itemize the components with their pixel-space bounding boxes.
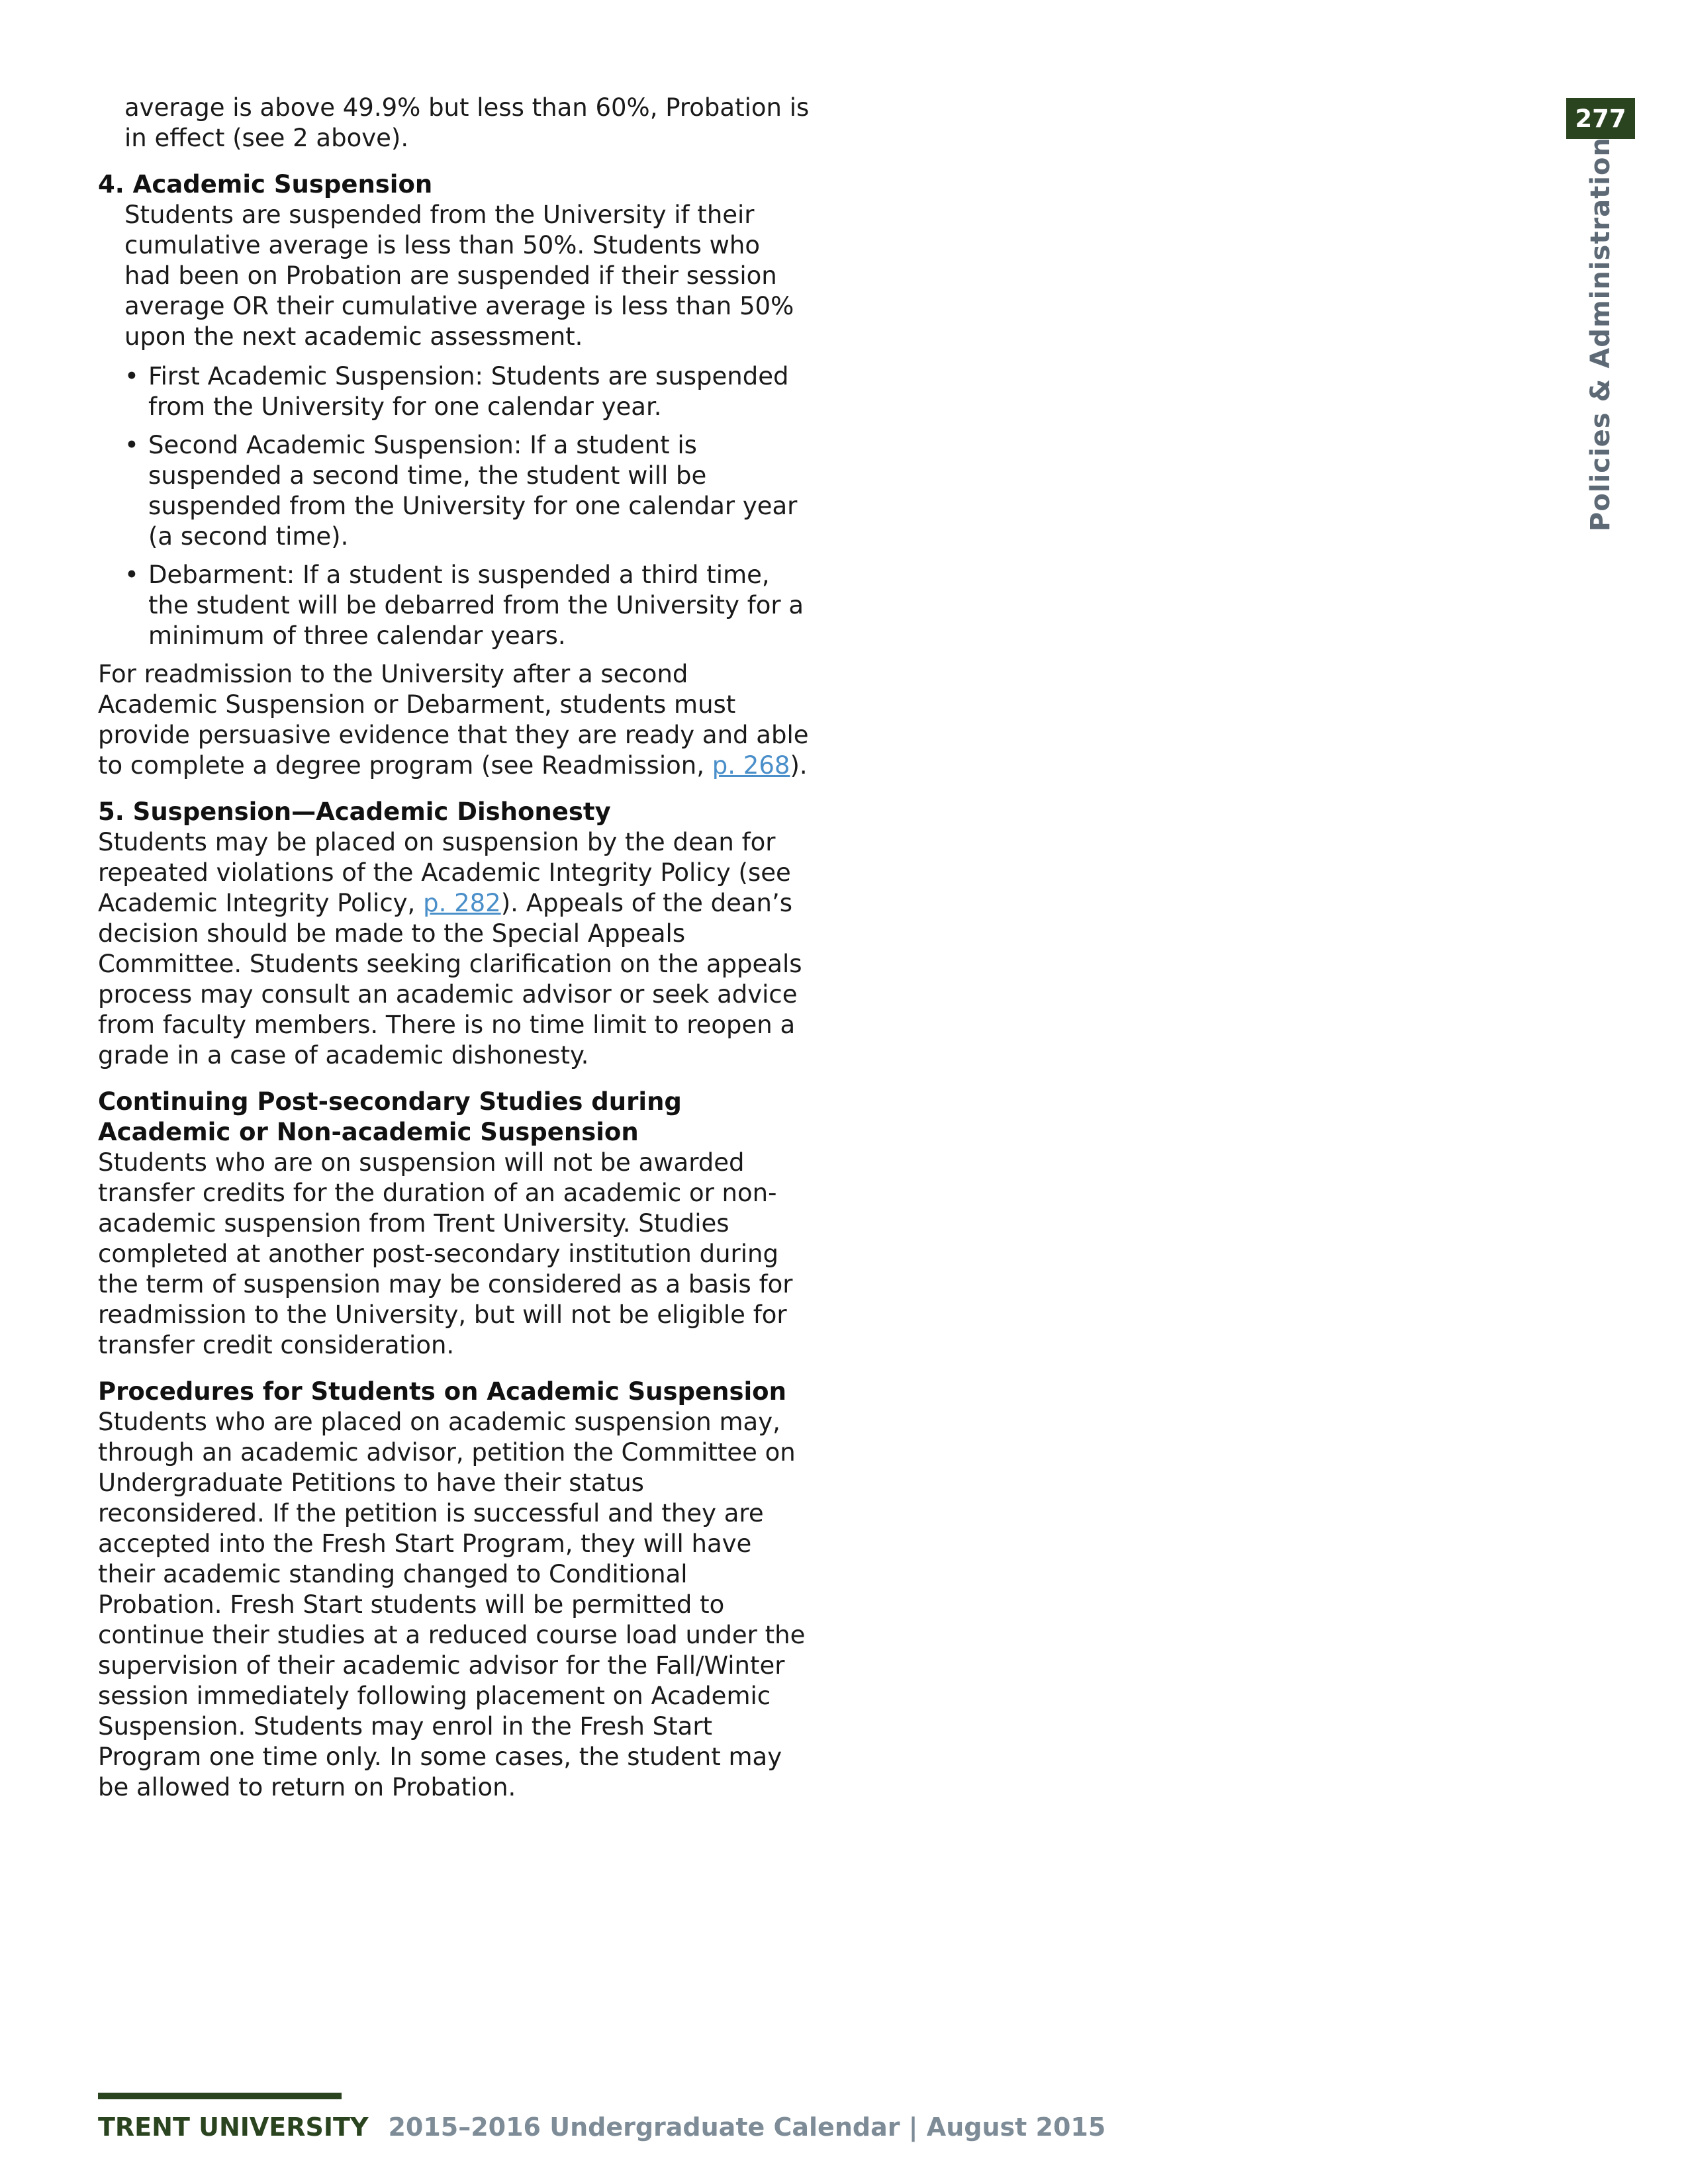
bullet-text: First Academic Suspension: Students are suspended from the University for one calendar year. xyxy=(148,362,789,421)
footer-rule xyxy=(98,2093,342,2099)
heading-continuing-studies: Continuing Post-secondary Studies during Academic or Non-academic Suspension xyxy=(98,1087,682,1146)
procedures-paragraph: Students who are placed on academic suspension may, through an academic advisor, petition the Committee on Undergraduate Petitions to have their status reconsidered. If the petition is successful and they are accepted into the Fresh Start Program, they will have their academic standing changed to Conditional Probation. Fresh Start students will be permitted to continue their studies at a reduced course load under the supervision of their academic advisor for the Fall/Winter session immediately following placement on Academic Suspension. Students may enrol in the Fresh Start Program one time only. In some cases, the student may be allowed to return on Probation. xyxy=(98,1408,806,1801)
bullet-glyph: • xyxy=(124,431,139,459)
heading-academic-dishonesty: 5. Suspension—Academic Dishonesty xyxy=(98,797,611,826)
list-item xyxy=(124,430,813,552)
academic-dishonesty-paragraph xyxy=(98,827,813,1071)
bullet-glyph: • xyxy=(124,561,139,589)
continuing-studies-paragraph: Students who are on suspension will not be awarded transfer credits for the duration of an academic or non-academic suspension from Trent University. Studies completed at another post-secondary institution during the term of suspension may be considered as a basis for readmission to the University, but will not be eligible for transfer credit consideration. xyxy=(98,1148,793,1359)
readmission-text: For readmission to the University after a second Academic Suspension or Debarment, students must provide persuasive evidence that they are ready and able to complete a degree program (see Readmission, xyxy=(98,660,809,780)
readmission-page-link[interactable]: p. 268 xyxy=(712,751,790,780)
footer-calendar-info: 2015–2016 Undergraduate Calendar | August 2015 xyxy=(388,2113,1106,2142)
academic-suspension-intro: Students are suspended from the University if their cumulative average is less than 50%. Students who had been on Probation are suspended if their session average OR their cumulative average is less than 50% upon the next academic assessment. xyxy=(124,201,794,351)
side-tab-label: Policies & Administration xyxy=(1585,137,1617,531)
continuation-paragraph: average is above 49.9% but less than 60%, Probation is in effect (see 2 above). xyxy=(124,93,810,152)
page-number: 277 xyxy=(1566,98,1635,139)
page-footer xyxy=(98,2113,1105,2142)
bullet-text: Second Academic Suspension: If a student is suspended a second time, the student will be suspended from the University for one calendar year (a second time). xyxy=(148,431,798,551)
bullet-glyph: • xyxy=(124,362,139,390)
readmission-end: ). xyxy=(790,751,808,780)
dishonesty-text-after: ). Appeals of the dean’s decision should be made to the Special Appeals Committee. Students seeking clarification on the appeals process may consult an academic advisor or seek advice from faculty members. There is no time limit to reopen a grade in a case of academic dishonesty. xyxy=(98,889,802,1069)
footer-university-name: TRENT UNIVERSITY xyxy=(98,2113,369,2142)
bullet-text: Debarment: If a student is suspended a third time, the student will be debarred from the University for a minimum of three calendar years. xyxy=(148,561,804,650)
dishonesty-text-before: Students may be placed on suspension by the dean for repeated violations of the Academic Integrity Policy (see Academic Integrity Policy, xyxy=(98,828,791,917)
heading-academic-suspension: 4. Academic Suspension xyxy=(98,170,433,199)
list-item xyxy=(124,361,813,422)
list-item xyxy=(124,560,813,651)
integrity-policy-page-link[interactable]: p. 282 xyxy=(423,889,501,917)
heading-procedures: Procedures for Students on Academic Suspension xyxy=(98,1377,786,1406)
section-side-tab xyxy=(1572,137,1629,531)
readmission-paragraph xyxy=(98,659,813,781)
suspension-bullet-list xyxy=(98,361,813,651)
main-content xyxy=(98,93,813,1803)
